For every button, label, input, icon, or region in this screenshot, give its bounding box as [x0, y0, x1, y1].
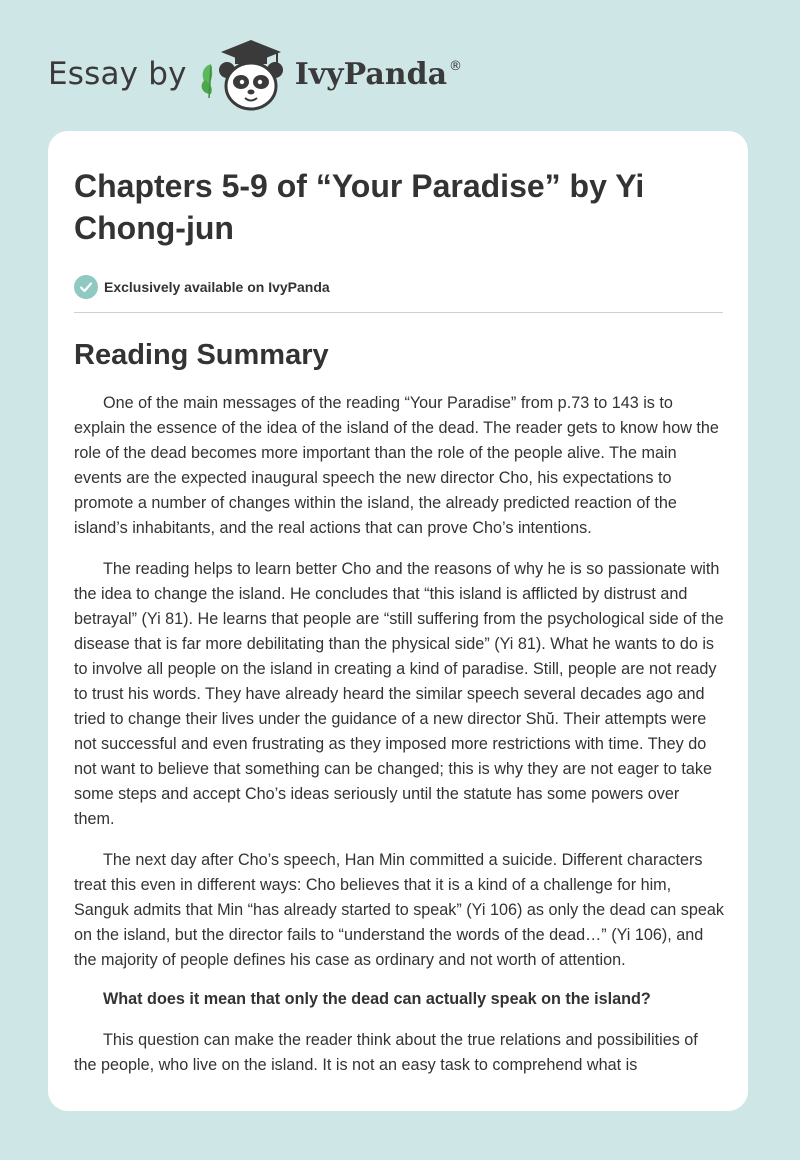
badge-label: Exclusively available on IvyPanda: [104, 279, 330, 295]
section-heading: Reading Summary: [74, 339, 329, 371]
registered-mark: ®: [449, 58, 463, 74]
page-title: Chapters 5-9 of “Your Paradise” by Yi Chong-jun: [74, 168, 645, 246]
panda-graduate-icon[interactable]: [197, 36, 289, 112]
question-paragraph: What does it mean that only the dead can actually speak on the island?: [103, 990, 651, 1008]
essay-card: [48, 131, 748, 1111]
divider: [74, 312, 723, 313]
paragraph: The reading helps to learn better Cho and the reasons of why he is so passionate with the idea to change the island. He concludes that “this island is afflicted by distrust and betrayal” (Yi 81). He learns that people are “still suffering from the psychological side of the disease that is far more debilitating than the physical side” (Yi 81). What he wants to do is to involve all people on the island in creating a kind of paradise. Still, people are not ready to trust his words. They have already heard the similar speech several decades ago and tried to change their lives under the guidance of a new director Shŭ. Their attempts were not successful and even frustrating as they imposed more restrictions with time. They do not want to believe that something can be changed; this is why they are not eager to take some steps and accept Cho’s ideas seriously until the statute has some powers over them.: [74, 560, 724, 828]
paragraph: The next day after Cho’s speech, Han Min committed a suicide. Different characters treat this even in different ways: Cho believes that it is a kind of a challenge for him, Sanguk admits that Min “has already started to speak” (Yi 106) as only the dead can speak on the island, but the director fails to “understand the words of the dead…” (Yi 106), and the majority of people defines his case as ordinary and not worth of attention.: [74, 851, 724, 969]
exclusive-badge: [74, 275, 722, 299]
brand-name: IvyPanda: [294, 56, 448, 92]
paragraph: This question can make the reader think about the true relations and possibilities of the people, who live on the island. It is not an easy task to comprehend what is: [74, 1031, 698, 1074]
brand-logo-text[interactable]: [295, 57, 462, 92]
check-icon: [74, 275, 98, 299]
paragraph: One of the main messages of the reading “Your Paradise” from p.73 to 143 is to explain the essence of the idea of the island of the dead. The reader gets to know how the role of the dead becomes more important than the role of the people alive. The main events are the expected inaugural speech the new director Cho, his expectations to promote a number of changes within the island, the already predicted reaction of the island’s inhabitants, and the real actions that can prove Cho’s intentions.: [74, 394, 719, 537]
site-header: [48, 34, 462, 114]
essay-by-label: Essay by: [48, 56, 187, 92]
